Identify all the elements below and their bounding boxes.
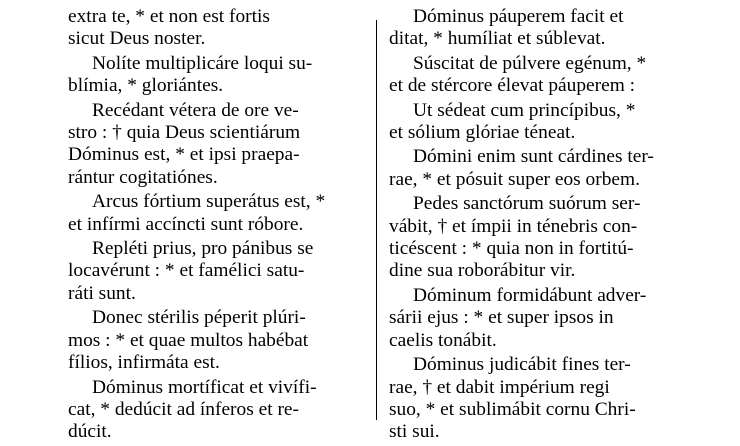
verse-line: cat, * dedúcit ad ínferos et re- bbox=[68, 398, 299, 420]
verse-line: dine sua roborábitur vir. bbox=[389, 260, 576, 282]
verse-line: ticéscent : * quia non in fortitú- bbox=[389, 238, 634, 260]
column-divider bbox=[376, 20, 377, 420]
verse-line: Donec stérilis péperit plúri- bbox=[92, 307, 306, 329]
verse bbox=[389, 6, 687, 51]
verse bbox=[389, 100, 687, 145]
verse bbox=[68, 307, 365, 374]
verse-line: Repléti prius, pro pánibus se bbox=[92, 238, 314, 260]
verse-line: blímia, * gloriántes. bbox=[68, 75, 224, 97]
verse-line: ditat, * humíliat et súblevat. bbox=[389, 28, 606, 50]
verse-line: extra te, * et non est fortis bbox=[68, 6, 270, 27]
verse-line: rae, † et dabit impérium regi bbox=[389, 376, 610, 398]
verse-line: sárii ejus : * et super ipsos in bbox=[389, 307, 614, 329]
verse-line: Recédant vétera de ore ve- bbox=[92, 99, 299, 121]
verse-line: Arcus fórtium superátus est, * bbox=[92, 191, 326, 213]
verse-line: mos : * et quae multos habébat bbox=[68, 329, 309, 351]
verse-line: vábit, † et ímpii in ténebris con- bbox=[389, 215, 638, 237]
verse bbox=[68, 191, 365, 236]
verse-line: Dóminus páuperem facit et bbox=[413, 6, 624, 27]
verse-line: et infírmi accíncti sunt róbore. bbox=[68, 213, 304, 235]
verse-line: Ut sédeat cum princípibus, * bbox=[413, 99, 636, 121]
verse-line: Nolíte multiplicáre loqui su- bbox=[92, 52, 313, 74]
verse bbox=[389, 285, 687, 352]
verse bbox=[68, 6, 365, 51]
verse bbox=[389, 53, 687, 98]
verse-line: sti sui. bbox=[389, 421, 440, 443]
verse-line: rántur cogitatiónes. bbox=[68, 166, 218, 188]
verse-line: ráti sunt. bbox=[68, 282, 136, 304]
verse-line: Dóminum formidábunt adver- bbox=[413, 284, 647, 306]
verse bbox=[68, 377, 365, 444]
verse-line: suo, * et sublimábit cornu Chri- bbox=[389, 398, 636, 420]
verse-line: stro : † quia Deus scientiárum bbox=[68, 122, 301, 144]
verse-line: locavérunt : * et famélici satu- bbox=[68, 260, 305, 282]
verse bbox=[389, 193, 687, 283]
verse-line: Pedes sanctórum suórum ser- bbox=[413, 193, 641, 215]
verse bbox=[389, 146, 687, 191]
verse bbox=[68, 53, 365, 98]
verse-line: et sólium glóriae téneat. bbox=[389, 122, 576, 144]
verse-line: Dóminus est, * et ipsi praepa- bbox=[68, 144, 300, 166]
verse bbox=[68, 100, 365, 190]
verse-line: Súscitat de púlvere egénum, * bbox=[413, 52, 647, 74]
verse-line: et de stércore élevat páuperem : bbox=[389, 75, 636, 97]
verse-line: Dóminus judicábit fines ter- bbox=[413, 354, 631, 376]
verse-line: fílios, infirmáta est. bbox=[68, 352, 220, 374]
left-column bbox=[68, 6, 365, 446]
verse bbox=[389, 354, 687, 444]
verse-line: Dómini enim sunt cárdines ter- bbox=[413, 146, 654, 168]
verse-line: dúcit. bbox=[68, 421, 112, 443]
verse-line: caelis tonábit. bbox=[389, 329, 497, 351]
verse-line: rae, * et pósuit super eos orbem. bbox=[389, 168, 640, 190]
right-column bbox=[389, 6, 687, 446]
verse-line: Dóminus mortíficat et vivífi- bbox=[92, 376, 317, 398]
verse-line: sicut Deus noster. bbox=[68, 28, 206, 50]
verse bbox=[68, 238, 365, 305]
